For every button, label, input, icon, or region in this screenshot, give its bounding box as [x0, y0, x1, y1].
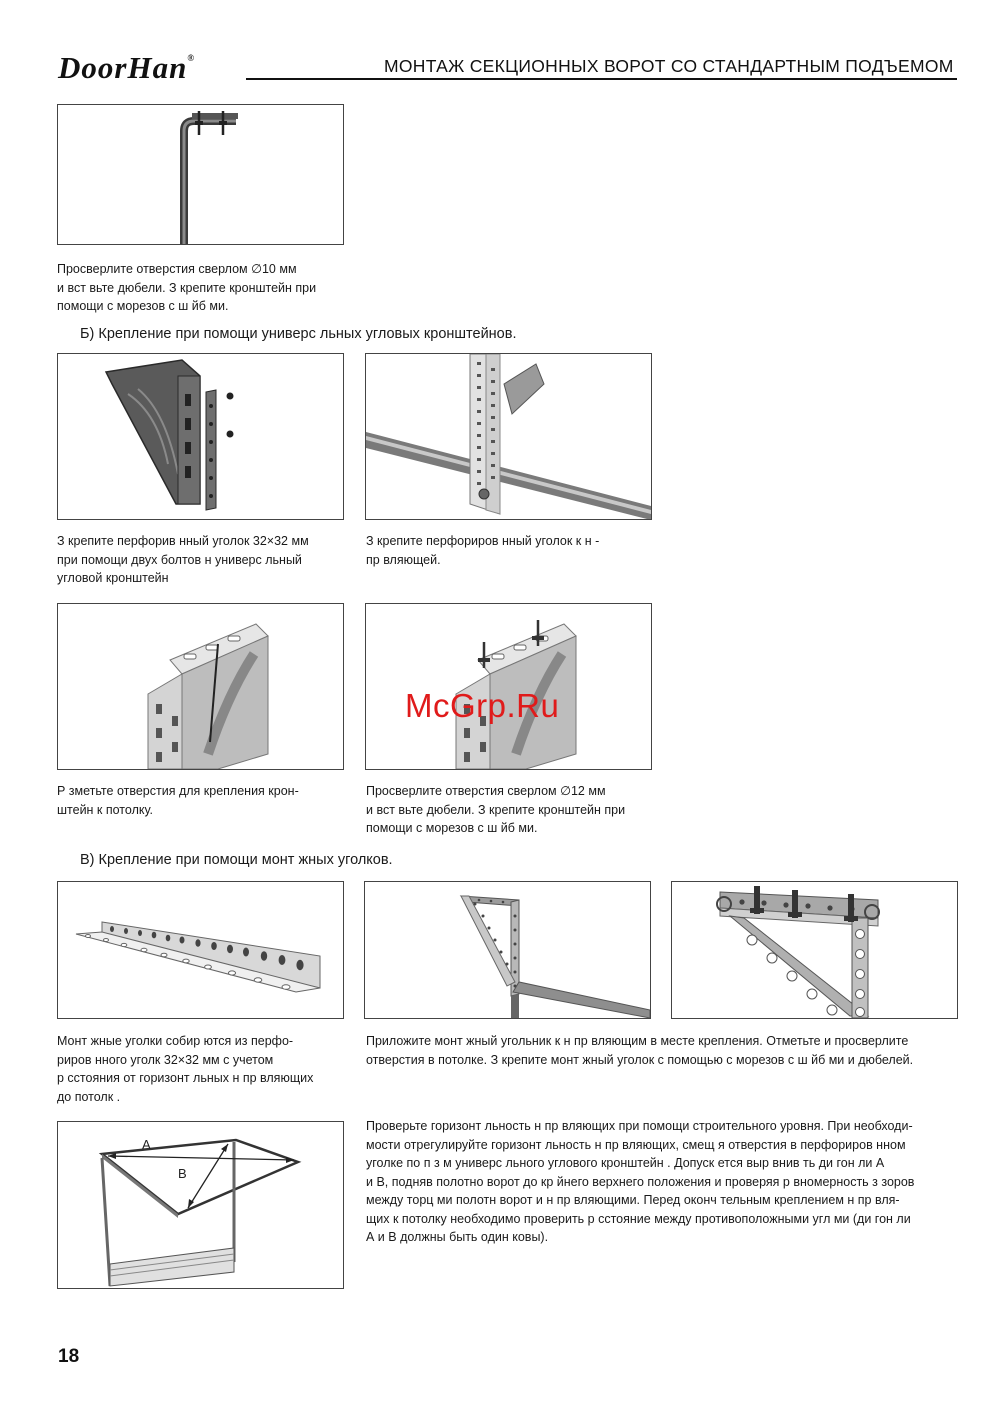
caption-drill-12mm: Просверлите отверстия сверлом ∅12 мм и вст вьте дюбели. З крепите кронштейн при помощи с морезов с ш йб ми. [366, 784, 626, 835]
angle-on-rail-illustration [366, 354, 651, 519]
caption-mark-holes: Р зметьте отверстия для крепления крон- штейн к потолку. [57, 784, 299, 817]
figure-perforated-angle [57, 881, 344, 1019]
ceiling-mount-illustration [672, 882, 957, 1018]
figure-mounting-frame [364, 881, 651, 1019]
diagonal-label-b: B [178, 1166, 187, 1181]
figure-ceiling-mount [671, 881, 958, 1019]
figure-diagonal-check [57, 1121, 344, 1289]
mounting-frame-illustration [365, 882, 650, 1018]
figure-angle-on-rail [365, 353, 652, 520]
l-bracket-illustration [58, 105, 343, 244]
section-v-heading: В) Крепление при помощи монт жных уголков. [80, 852, 393, 868]
figure-l-bracket [57, 104, 344, 245]
caption-attach-angle: З крепите перфорив нный уголок 32×32 мм при помощи двух болтов н универс льный угловой кронштейн [57, 534, 309, 585]
universal-bracket-illustration [58, 354, 343, 519]
header-rule [246, 78, 957, 80]
watermark: McGrp.Ru [405, 687, 560, 724]
diagonal-check-illustration [58, 1122, 343, 1288]
figure-universal-bracket [57, 353, 344, 520]
doorhan-logo: DoorHan® [58, 50, 196, 85]
caption-apply-angle: Приложите монт жный угольник к н пр вляющим в месте крепления. Отметьте и просверлите отверстия в потолке. З крепите монт жный уголок с помощью с морезов с ш йб ми и дюбелей. [366, 1034, 914, 1067]
page-header-title: МОНТАЖ СЕКЦИОННЫХ ВОРОТ СО СТАНДАРТНЫМ ПОДЪЕМОМ [384, 56, 954, 76]
perforated-angle-illustration [58, 882, 343, 1018]
section-b-heading: Б) Крепление при помощи универс льных угловых кронштейнов. [80, 326, 517, 342]
caption-drill-10mm: Просверлите отверстия сверлом ∅10 мм и вст вьте дюбели. З крепите кронштейн при помощи с морезов с ш йб ми. [57, 262, 317, 313]
page-number: 18 [58, 1346, 80, 1367]
mark-holes-illustration [58, 604, 343, 769]
caption-check-horizontal: Проверьте горизонт льность н пр вляющих при помощи строительного уровня. При необходи- мости отрегулируйте горизонт льность н пр вляющих, смещ я отверстия в перфориров нном уголке по п з м универс льного углового кронштейн . Допуск ется выр внив ть ди гон ли А и В, подняв полотно ворот до кр йнего верхнего положения и проверяя р вномерность з зоров между торц ми полотн ворот и н пр вляющими. Перед оконч тельным креплением н пр вля- щих к потолку необходимо проверить р сстояние между противоположными угл ми (ди гон ли А и В должны быть один ковы). [366, 1119, 915, 1244]
caption-angle-to-rail: З крепите перфориров нный уголок к н - пр вляющей. [366, 534, 600, 567]
diagonal-label-a: A [142, 1137, 151, 1152]
figure-mark-holes [57, 603, 344, 770]
caption-mounting-angles: Монт жные уголки собир ются из перфо- риров нного уголк 32×32 мм с учетом р сстояния от горизонт льных н пр вляющих до потолк . [57, 1034, 314, 1104]
